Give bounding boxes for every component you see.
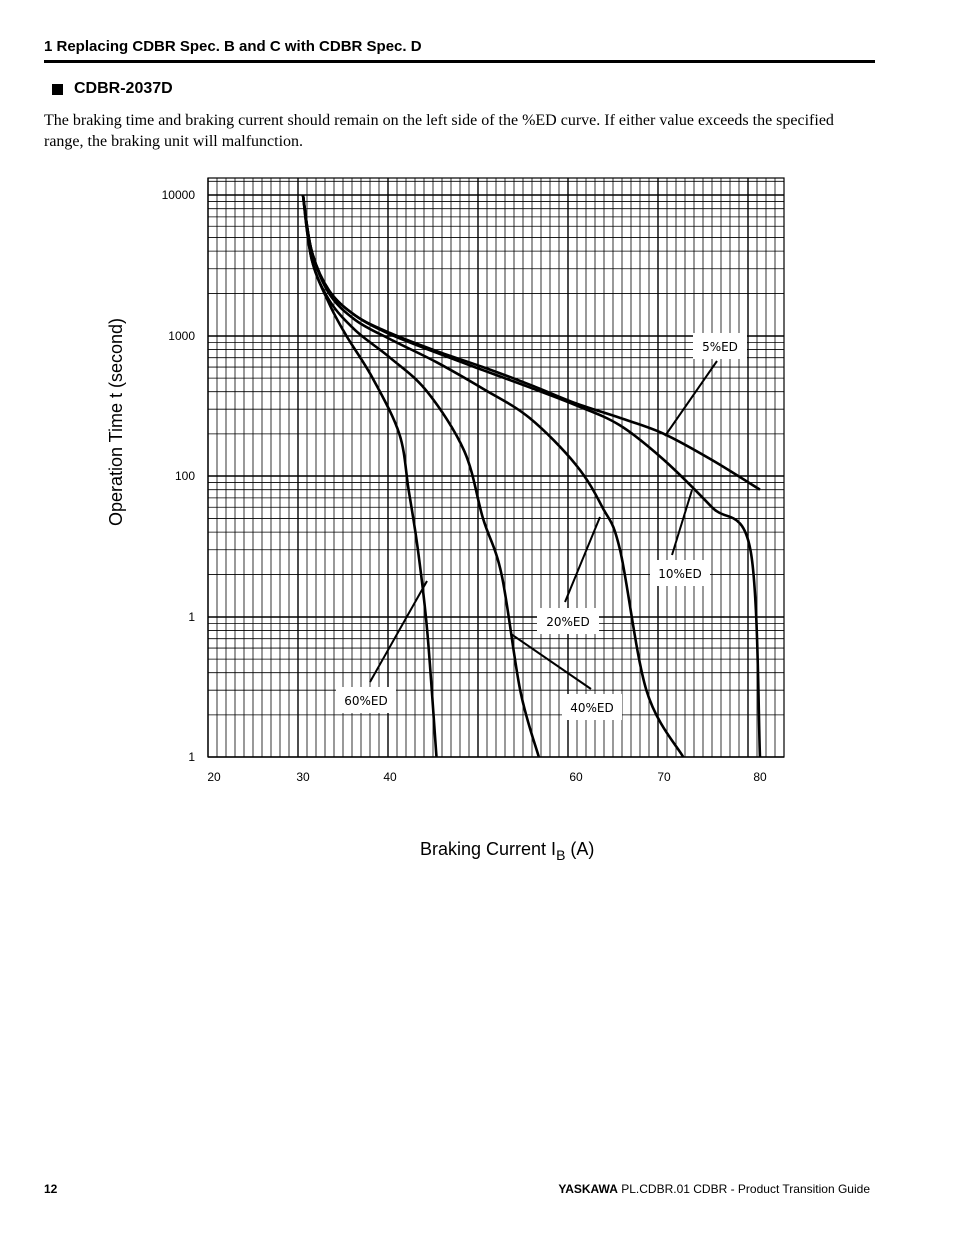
series-label: 40%ED (570, 701, 614, 715)
page-number: 12 (44, 1182, 58, 1196)
y-tick-label: 1000 (168, 329, 195, 343)
footer-doc-name: PL.CDBR.01 CDBR - Product Transition Guide (617, 1182, 870, 1196)
section-title-text: CDBR-2037D (74, 80, 173, 97)
x-axis-label: Braking Current $I_B$ (A) (420, 839, 595, 863)
footer-doc-title (558, 1182, 870, 1196)
page-header-title: 1 Replacing CDBR Spec. B and C with CDBR Spec. D (44, 38, 422, 55)
x-tick-label: 70 (657, 770, 671, 784)
y-tick-label: 1 (188, 610, 195, 624)
series-label: 5%ED (702, 340, 738, 354)
x-tick-label: 80 (753, 770, 767, 784)
series-label: 10%ED (658, 567, 702, 581)
footer-brand: YASKAWA (558, 1182, 618, 1196)
x-tick-label: 30 (296, 770, 310, 784)
series-leader-line (370, 581, 427, 682)
x-tick-label: 40 (383, 770, 397, 784)
y-tick-label: 10000 (161, 188, 195, 202)
series-label: 20%ED (546, 615, 590, 629)
y-tick-label: 1 (188, 750, 195, 764)
x-tick-label: 20 (207, 770, 221, 784)
series-leader-line (665, 361, 717, 436)
y-axis-label: Operation Time t (second) (106, 317, 126, 527)
y-tick-label: 100 (174, 469, 195, 483)
x-tick-label: 60 (569, 770, 583, 784)
series-label: 60%ED (344, 694, 388, 708)
chart-grid (208, 178, 784, 757)
series-leader-line (672, 490, 692, 555)
body-paragraph: The braking time and braking current should remain on the left side of the %ED curve. If either value exceeds the specified range, the braking unit will malfunction. (44, 112, 834, 150)
